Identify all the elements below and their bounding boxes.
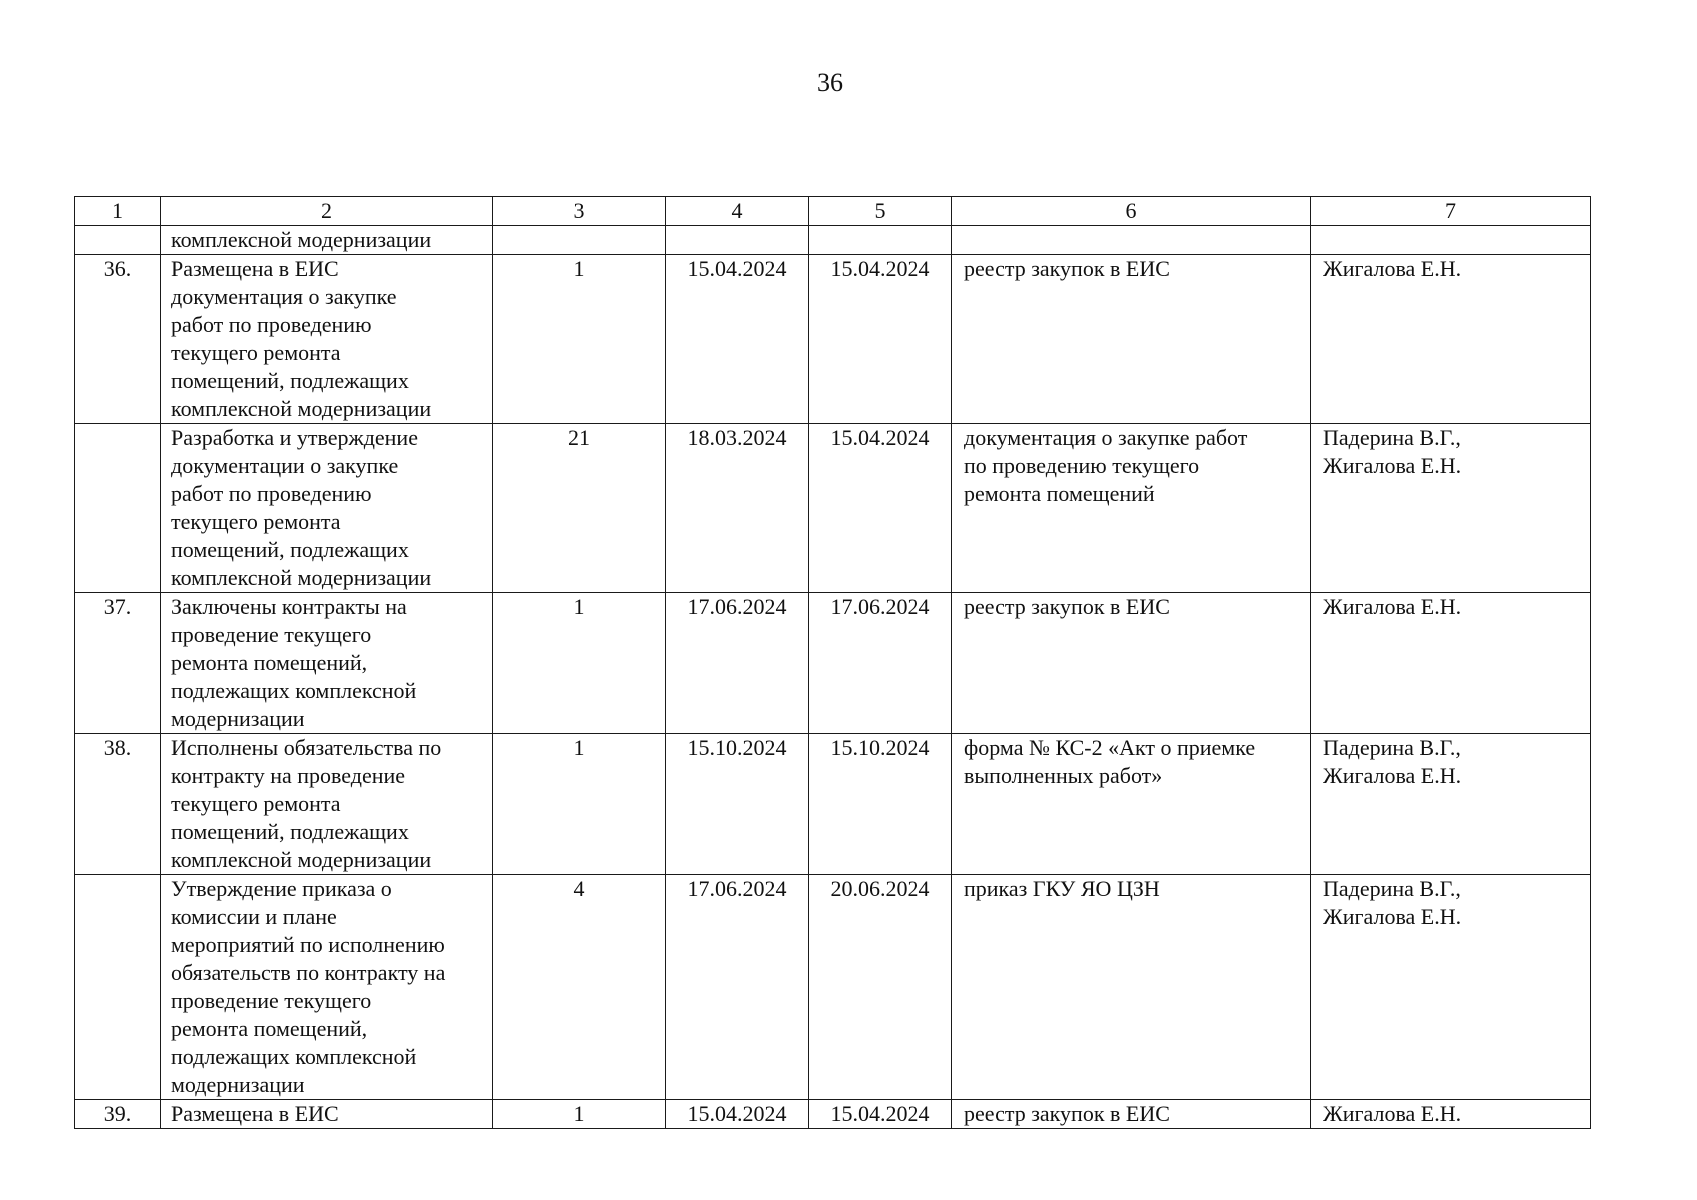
duration-cell: 1 bbox=[493, 1100, 666, 1129]
duration-cell: 4 bbox=[493, 875, 666, 1100]
plan-table bbox=[74, 196, 1591, 1129]
duration-cell: 1 bbox=[493, 593, 666, 734]
event-cell: Разработка и утверждение документации о закупке работ по проведению текущего ремонта помещений, подлежащих комплексной модернизации bbox=[161, 424, 493, 593]
row-number: 38. bbox=[75, 734, 161, 875]
header-cell: 3 bbox=[493, 197, 666, 226]
responsible-cell: Падерина В.Г., Жигалова Е.Н. bbox=[1311, 734, 1591, 875]
document-cell: форма № КС-2 «Акт о приемке выполненных работ» bbox=[952, 734, 1311, 875]
row-number bbox=[75, 226, 161, 255]
document-cell: реестр закупок в ЕИС bbox=[952, 593, 1311, 734]
start-date-cell: 17.06.2024 bbox=[666, 593, 809, 734]
row-number: 37. bbox=[75, 593, 161, 734]
document-cell: реестр закупок в ЕИС bbox=[952, 255, 1311, 424]
duration-cell bbox=[493, 226, 666, 255]
table-row bbox=[75, 875, 1591, 1100]
end-date-cell: 15.04.2024 bbox=[809, 424, 952, 593]
responsible-cell: Жигалова Е.Н. bbox=[1311, 255, 1591, 424]
header-cell: 6 bbox=[952, 197, 1311, 226]
responsible-cell: Падерина В.Г., Жигалова Е.Н. bbox=[1311, 424, 1591, 593]
document-cell: приказ ГКУ ЯО ЦЗН bbox=[952, 875, 1311, 1100]
event-cell: Заключены контракты на проведение текущего ремонта помещений, подлежащих комплексной модернизации bbox=[161, 593, 493, 734]
duration-cell: 21 bbox=[493, 424, 666, 593]
start-date-cell: 15.04.2024 bbox=[666, 1100, 809, 1129]
table-row bbox=[75, 1100, 1591, 1129]
document-cell: документация о закупке работ по проведению текущего ремонта помещений bbox=[952, 424, 1311, 593]
start-date-cell: 15.10.2024 bbox=[666, 734, 809, 875]
event-cell: Размещена в ЕИС bbox=[161, 1100, 493, 1129]
row-number: 36. bbox=[75, 255, 161, 424]
document-cell bbox=[952, 226, 1311, 255]
event-cell: Размещена в ЕИС документация о закупке работ по проведению текущего ремонта помещений, подлежащих комплексной модернизации bbox=[161, 255, 493, 424]
table-header-row bbox=[75, 197, 1591, 226]
row-number bbox=[75, 424, 161, 593]
table-row bbox=[75, 424, 1591, 593]
end-date-cell: 15.04.2024 bbox=[809, 1100, 952, 1129]
start-date-cell: 18.03.2024 bbox=[666, 424, 809, 593]
row-number bbox=[75, 875, 161, 1100]
start-date-cell: 15.04.2024 bbox=[666, 255, 809, 424]
duration-cell: 1 bbox=[493, 255, 666, 424]
responsible-cell: Жигалова Е.Н. bbox=[1311, 593, 1591, 734]
end-date-cell: 20.06.2024 bbox=[809, 875, 952, 1100]
document-cell: реестр закупок в ЕИС bbox=[952, 1100, 1311, 1129]
table-row bbox=[75, 734, 1591, 875]
duration-cell: 1 bbox=[493, 734, 666, 875]
end-date-cell bbox=[809, 226, 952, 255]
event-cell: Исполнены обязательства по контракту на проведение текущего ремонта помещений, подлежащих комплексной модернизации bbox=[161, 734, 493, 875]
header-cell: 1 bbox=[75, 197, 161, 226]
header-cell: 5 bbox=[809, 197, 952, 226]
responsible-cell: Падерина В.Г., Жигалова Е.Н. bbox=[1311, 875, 1591, 1100]
header-cell: 4 bbox=[666, 197, 809, 226]
table-row bbox=[75, 255, 1591, 424]
responsible-cell bbox=[1311, 226, 1591, 255]
event-cell: комплексной модернизации bbox=[161, 226, 493, 255]
start-date-cell bbox=[666, 226, 809, 255]
row-number: 39. bbox=[75, 1100, 161, 1129]
end-date-cell: 15.04.2024 bbox=[809, 255, 952, 424]
page-number: 36 bbox=[817, 68, 843, 97]
end-date-cell: 17.06.2024 bbox=[809, 593, 952, 734]
event-cell: Утверждение приказа о комиссии и плане мероприятий по исполнению обязательств по контракту на проведение текущего ремонта помещений, подлежащих комплексной модернизации bbox=[161, 875, 493, 1100]
header-cell: 7 bbox=[1311, 197, 1591, 226]
table-row bbox=[75, 226, 1591, 255]
table-row bbox=[75, 593, 1591, 734]
start-date-cell: 17.06.2024 bbox=[666, 875, 809, 1100]
end-date-cell: 15.10.2024 bbox=[809, 734, 952, 875]
responsible-cell: Жигалова Е.Н. bbox=[1311, 1100, 1591, 1129]
header-cell: 2 bbox=[161, 197, 493, 226]
